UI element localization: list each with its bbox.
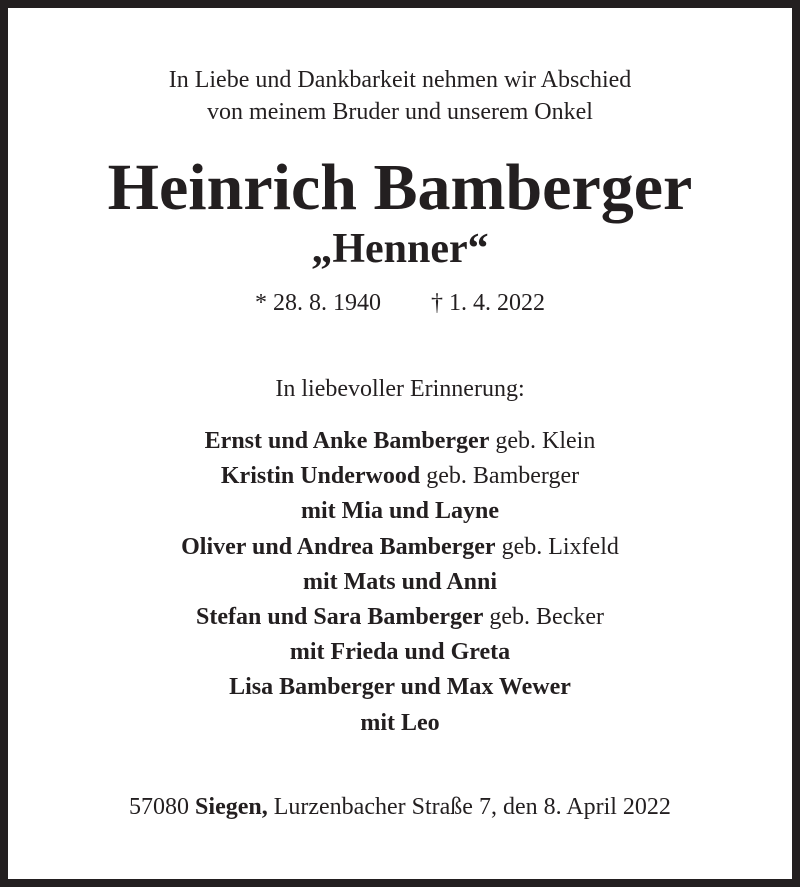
obituary-notice — [8, 0, 792, 887]
mourner-children: mit Leo — [360, 709, 440, 736]
address-date: Lurzenbacher Straße 7, den 8. April 2022 — [273, 794, 671, 820]
memory-heading: In liebevoller Erinnerung: — [275, 376, 525, 402]
birth-date: * 28. 8. 1940 — [255, 290, 381, 316]
intro-text — [8, 64, 792, 128]
mourner-names: Oliver und Andrea Bamberger — [181, 533, 496, 560]
mourner-children: mit Mia und Layne — [300, 498, 500, 525]
mourner-names: Stefan und Sara Bamberger — [196, 604, 484, 631]
mourner-children: mit Mats und Anni — [302, 568, 498, 595]
city: Siegen, — [195, 794, 268, 820]
mourner-names: Lisa Bamberger und Max Wewer — [229, 674, 571, 701]
mourner-names: Ernst und Anke Bamberger — [204, 428, 490, 454]
mourner-line — [8, 424, 792, 459]
deceased-nickname: „Henner“ — [311, 226, 489, 272]
place-and-date — [8, 791, 792, 823]
mourner-nee: geb. Becker — [489, 604, 604, 631]
life-dates — [8, 287, 792, 319]
mourner-line — [8, 670, 792, 705]
mourner-line — [8, 530, 792, 565]
mourner-names: Kristin Underwood — [220, 463, 421, 490]
mourner-nee: geb. Lixfeld — [501, 533, 619, 560]
mourner-nee: geb. Bamberger — [426, 463, 580, 490]
intro-line-2: von meinem Bruder und unserem Onkel — [207, 99, 593, 125]
mourner-line — [8, 600, 792, 635]
intro-line-1: In Liebe und Dankbarkeit nehmen wir Abschied — [168, 67, 632, 93]
mourner-nee: geb. Klein — [495, 428, 596, 454]
postcode: 57080 — [129, 794, 190, 820]
mourners-list — [8, 424, 792, 741]
death-date: † 1. 4. 2022 — [431, 290, 545, 316]
mourner-line — [8, 459, 792, 494]
deceased-name: Heinrich Bamberger — [107, 151, 693, 224]
mourner-children: mit Frieda und Greta — [289, 639, 511, 666]
